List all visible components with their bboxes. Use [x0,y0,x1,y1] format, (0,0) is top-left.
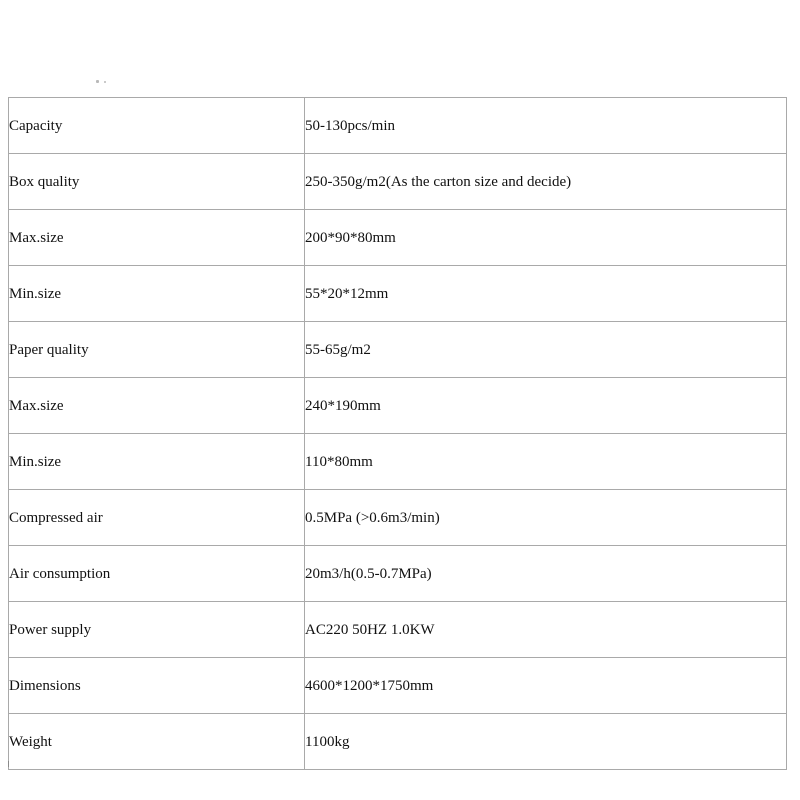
spec-label: Dimensions [9,658,305,714]
spec-label: Weight [9,714,305,770]
spec-value: 200*90*80mm [305,210,787,266]
spec-value: 110*80mm [305,434,787,490]
spec-value: 55-65g/m2 [305,322,787,378]
table-continuation-mark [8,761,9,767]
clipped-heading-fragment [88,80,128,92]
clipped-glyph [96,80,99,83]
spec-value: 1100kg [305,714,787,770]
table-row [9,658,787,714]
spec-label: Max.size [9,210,305,266]
spec-value: 55*20*12mm [305,266,787,322]
spec-value: 20m3/h(0.5-0.7MPa) [305,546,787,602]
spec-label: Power supply [9,602,305,658]
table-row [9,602,787,658]
spec-value: 240*190mm [305,378,787,434]
spec-label: Compressed air [9,490,305,546]
specification-table [8,97,787,770]
table-row [9,154,787,210]
spec-value: AC220 50HZ 1.0KW [305,602,787,658]
table-row [9,322,787,378]
table-row [9,378,787,434]
spec-label: Paper quality [9,322,305,378]
spec-value: 4600*1200*1750mm [305,658,787,714]
spec-value: 250-350g/m2(As the carton size and decide) [305,154,787,210]
table-row [9,210,787,266]
spec-label: Box quality [9,154,305,210]
clipped-glyph [104,81,106,83]
spec-label: Capacity [9,98,305,154]
table-row [9,266,787,322]
spec-value: 50-130pcs/min [305,98,787,154]
table-row [9,714,787,770]
spec-label: Min.size [9,266,305,322]
spec-label: Air consumption [9,546,305,602]
table-row [9,98,787,154]
table-row [9,490,787,546]
spec-value: 0.5MPa (>0.6m3/min) [305,490,787,546]
spec-label: Max.size [9,378,305,434]
table-row [9,434,787,490]
spec-label: Min.size [9,434,305,490]
table-row [9,546,787,602]
